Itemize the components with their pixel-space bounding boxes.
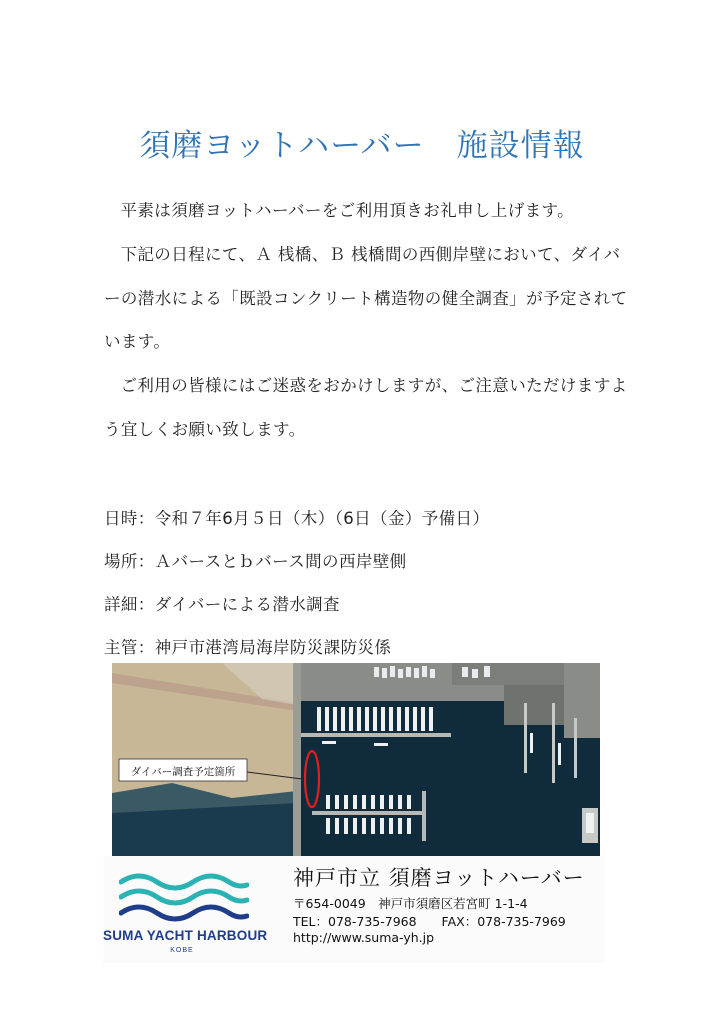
notice-paragraph: 下記の日程にて、Ａ 桟橋、Ｂ 桟橋間の西側岸壁において、ダイバーの潜水による「既設コンクリート構造物の健全調査」が予定されています。 <box>104 245 628 351</box>
annotation-label: ダイバー調査予定箇所 <box>130 766 236 778</box>
request-paragraph: ご利用の皆様にはご迷惑をおかけしますが、ご注意いただけますよう宜しくお願い致します。 <box>104 376 628 439</box>
place-line: 場所：Ａバースとｂバース間の西岸壁側 <box>104 552 407 571</box>
organization-name: 神戸市立 須磨ヨットハーバー <box>293 866 585 890</box>
wave-logo-icon <box>119 868 249 928</box>
greeting-paragraph: 平素は須磨ヨットハーバーをご利用頂きお礼申し上げます。 <box>120 201 574 220</box>
logo-text: SUMA YACHT HARBOUR <box>103 928 268 943</box>
tel-fax: TEL：078-735-7968 FAX：078-735-7969 <box>293 914 566 929</box>
pier <box>312 811 424 815</box>
logo-subtext: KOBE <box>170 947 194 954</box>
detail-line: 詳細：ダイバーによる潜水調査 <box>104 595 340 614</box>
aerial-map <box>112 663 600 856</box>
datetime-line: 日時：令和７年6月５日（木）（6日（金）予備日） <box>104 509 490 528</box>
website-url[interactable]: http://www.suma-yh.jp <box>293 930 435 945</box>
postal-address: 〒654-0049 神戸市須磨区若宮町 1-1-4 <box>293 896 528 911</box>
organizer-line: 主管：神戸市港湾局海岸防災課防災係 <box>104 638 392 657</box>
seawall <box>293 663 301 856</box>
footer <box>103 856 605 963</box>
page-title: 須磨ヨットハーバー 施設情報 <box>139 128 585 164</box>
